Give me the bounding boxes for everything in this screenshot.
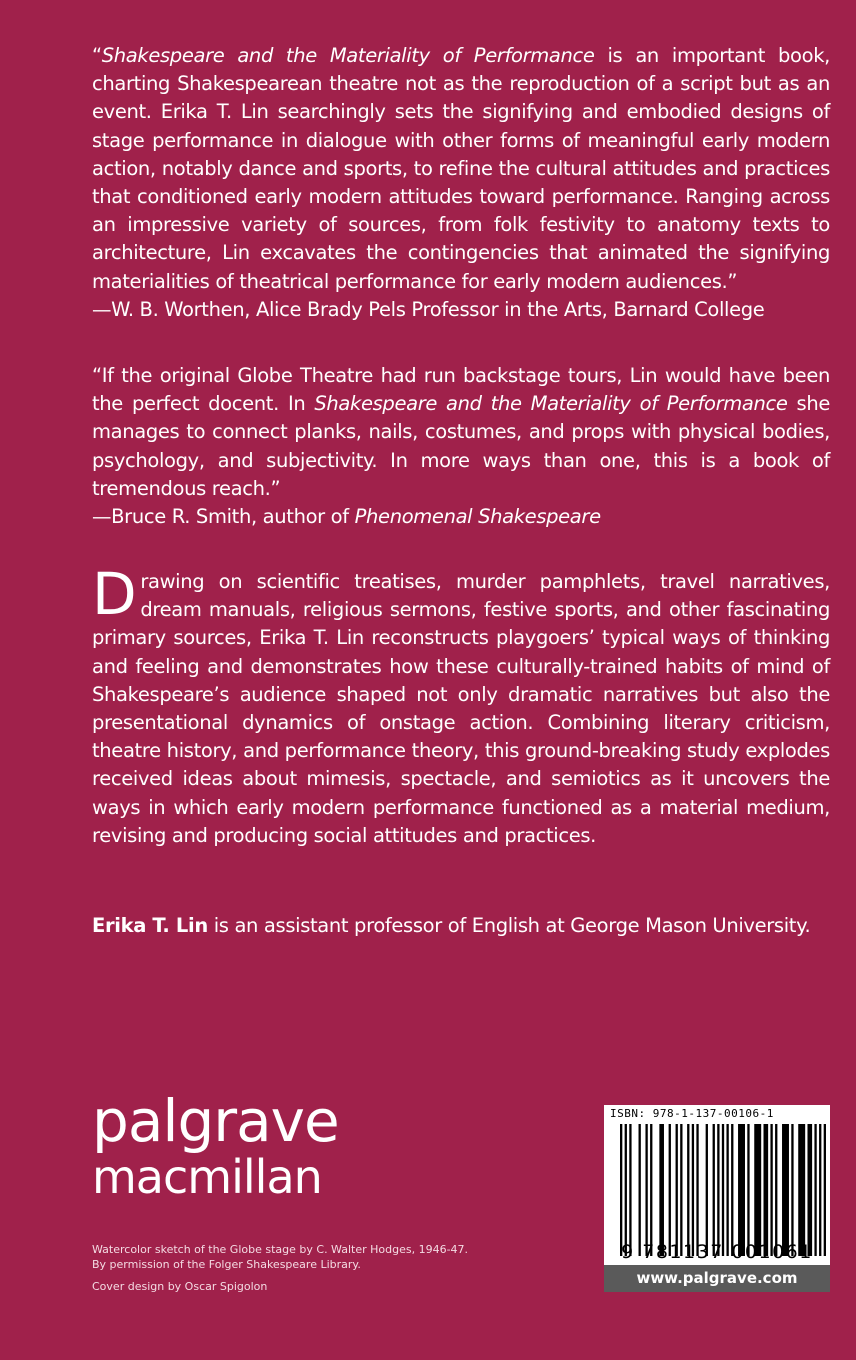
author-name: Erika T. Lin: [92, 914, 208, 937]
publisher-logo: [92, 1087, 339, 1204]
cover-credits: [92, 1242, 532, 1294]
barcode-bar: [696, 1124, 698, 1256]
barcode-bar: [669, 1124, 671, 1256]
barcode-bar: [791, 1124, 793, 1256]
attribution-prefix: —Bruce R. Smith, author of: [92, 505, 355, 529]
barcode-bar: [807, 1124, 812, 1256]
drop-cap: D: [92, 560, 137, 628]
barcode-bar: [717, 1124, 719, 1256]
barcode-bar: [782, 1124, 789, 1256]
barcode-bar: [639, 1124, 641, 1256]
barcode-bar: [747, 1124, 749, 1256]
barcode-bar: [645, 1124, 647, 1256]
barcode-bar: [798, 1124, 805, 1256]
isbn-label: ISBN: 978-1-137-00106-1: [610, 1107, 774, 1120]
book-description: [92, 560, 830, 850]
barcode-bar: [650, 1124, 652, 1256]
barcode-bar: [754, 1124, 761, 1256]
review-quote-2: [92, 362, 830, 531]
barcode-bar: [659, 1124, 664, 1256]
barcode-bar: [722, 1124, 724, 1256]
barcode-panel: [604, 1105, 830, 1291]
review-quote-1: [92, 42, 830, 324]
barcode-bar: [770, 1124, 772, 1256]
barcode-bar: [814, 1124, 816, 1256]
description-text: rawing on scientific treatises, murder pamphlets, travel narratives, dream manuals, religious sermons, festive sports, and other fascinating primary sources, Erika T. Lin reconstructs playgoers’ typical ways of thinking and feeling and demonstrates how these culturally-trained habits of mind of Shakespeare’s audience shaped not only dramatic narratives but also the presentational dynamics of onstage action. Combining literary criticism, theatre history, and performance theory, this ground-breaking study explodes received ideas about mimesis, spectacle, and semiotics as it uncovers the ways in which early modern performance functioned as a material medium, revising and producing social attitudes and practices.: [92, 570, 830, 847]
review-attribution: —W. B. Worthen, Alice Brady Pels Professor in the Arts, Barnard College: [92, 297, 765, 321]
barcode-bar: [706, 1124, 708, 1256]
review-text: is an important book, charting Shakespearean theatre not as the reproduction of a script but as an event. Erika T. Lin searchingly sets the signifying and embodied designs of stage performance in dialogue with other forms of meaningful early modern action, notably dance and sports, to refine the cultural attitudes and practices that conditioned early modern attitudes toward performance. Ranging across an impressive variety of sources, from folk festivity to anatomy texts to architecture, Lin excavates the contingencies that animated the signifying materialities of theatrical performance for early modern audiences.”: [92, 44, 830, 293]
credit-line-1: Watercolor sketch of the Globe stage by C. Walter Hodges, 1946-47.: [92, 1243, 469, 1256]
logo-line-2: macmillan: [92, 1150, 322, 1204]
logo-line-1: palgrave: [92, 1087, 339, 1155]
barcode-digits: 9 781137 001061: [621, 1241, 813, 1263]
barcode-bar: [620, 1124, 622, 1256]
barcode-bar: [629, 1124, 631, 1256]
review-text-after: she manages to connect planks, nails, costumes, and props with physical bodies, psychology, and subjectivity. In more ways than one, this is a book of tremendous reach.”: [92, 392, 830, 500]
barcode-bar: [713, 1124, 715, 1256]
barcode-bar: [738, 1124, 745, 1256]
barcode-bar: [726, 1124, 728, 1256]
attribution-title: Phenomenal Shakespeare: [354, 505, 601, 529]
author-bio-text: is an assistant professor of English at George Mason University.: [207, 914, 811, 937]
barcode-bars: [620, 1124, 826, 1256]
publisher-website: www.palgrave.com: [604, 1265, 830, 1292]
barcode-bar: [764, 1124, 769, 1256]
barcode-bar: [680, 1124, 682, 1256]
credit-line-3: Cover design by Oscar Spigolon: [92, 1280, 268, 1293]
barcode-bar: [731, 1124, 733, 1256]
author-bio: [92, 912, 830, 940]
barcode-bar: [676, 1124, 678, 1256]
barcode-bar: [687, 1124, 689, 1256]
barcode-bar: [824, 1124, 826, 1256]
barcode-bar: [775, 1124, 777, 1256]
open-quote: “: [92, 44, 102, 67]
barcode-bar: [692, 1124, 694, 1256]
credit-line-2: By permission of the Folger Shakespeare Library.: [92, 1258, 361, 1271]
book-title: Shakespeare and the Materiality of Performance: [101, 44, 595, 67]
review-attribution: [92, 503, 830, 531]
barcode-bar: [625, 1124, 627, 1256]
review-text-before: “If the original Globe Theatre had run backstage tours, Lin would have been the perfect docent. In: [92, 364, 830, 416]
book-title: Shakespeare and the Materiality of Performance: [314, 392, 788, 416]
barcode-bar: [819, 1124, 821, 1256]
